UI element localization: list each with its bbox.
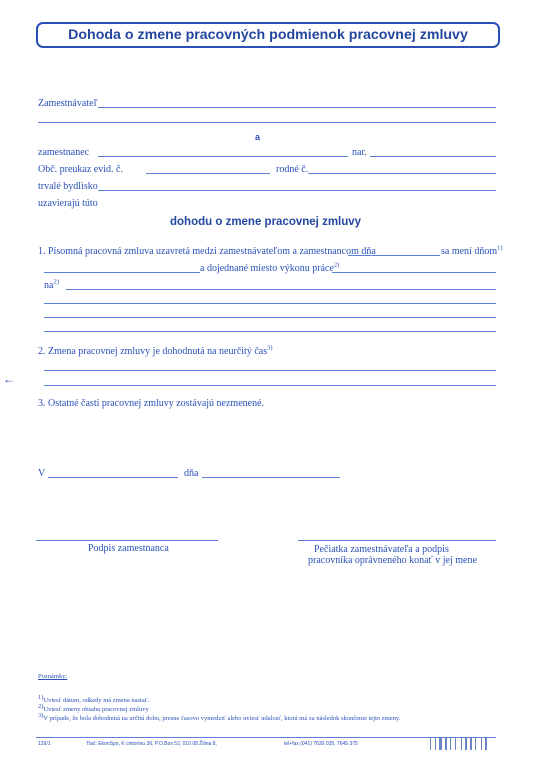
form-number: 129/1 [38,741,51,747]
clause1-changes-label: sa mení dňom$^{1)}$ [441,244,503,257]
clause1-line-4[interactable] [44,331,496,332]
employee-signature-line[interactable] [36,540,218,541]
and-label: a [255,132,261,142]
day-label: dňa [184,468,199,479]
footnote-1: 1)Uviesť dátum, odkedy má zmena nastať. [38,693,150,704]
clause1-line-3[interactable] [44,317,496,318]
phone-info: tel+fax (041) 7630 035, 7645 375 [284,741,358,747]
clause2-text: 2. Zmena pracovnej zmluvy je dohodnutá na neurčitý čas$^{3)}$ [38,344,273,357]
clause1-text: 1. Písomná pracovná zmluva uzavretá medzi zamestnávateľom a zamestnancom dňa [38,246,376,257]
conclude-label: uzavierajú túto [38,198,98,209]
employer-field-line[interactable] [98,107,496,108]
clause1-to-line[interactable] [66,289,496,290]
residence-label: trvalé bydlisko [38,181,98,192]
clause1-place-line[interactable] [332,272,496,273]
clause2-line-2[interactable] [44,385,496,386]
place-line[interactable] [48,477,178,478]
employer-field-line-2[interactable] [38,122,496,123]
printer-info: Tlač: EkonSpo, K cintorínu 36, P.O.Box 52, 010 08 Žilina 8, [86,741,217,747]
clause1-line-2[interactable] [44,303,496,304]
clause1-to-label: $na^{2)}$ [44,278,59,291]
footnote-3: 3)V prípade, že bola dohodnutá na určitú dobu, presne časovo vymedziť alebo uviesť udalosť, ktorá má za následok skončenie tejto zmeny. [38,711,401,722]
clause2-line-1[interactable] [44,370,496,371]
clause3-text: 3. Ostatné časti pracovnej zmluvy zostávajú nezmenené. [38,398,265,409]
margin-arrow-icon: ← [3,372,15,386]
birth-number-label: rodné č. [276,164,309,175]
birth-number-line[interactable] [308,173,496,174]
in-label: V [38,468,46,479]
id-card-label: Obč. preukaz evid. č. [38,164,123,175]
employer-label: Zamestnávateľ [38,98,98,109]
clause1-effective-line[interactable] [44,272,200,273]
born-label: nar. [352,147,367,158]
clause1-place-label: a dojednané miesto výkonu práce$^{2)}$ [200,261,340,274]
barcode-icon [430,738,496,750]
notes-label: Poznámky: [38,673,68,680]
footer-rule [36,737,496,738]
employee-signature-label: Podpis zamestnanca [88,543,169,554]
subtitle: dohodu o zmene pracovnej zmluvy [170,216,362,228]
clause1-date-line[interactable] [348,255,440,256]
employer-signature-label-2: pracovníka oprávneného konať v jej mene [308,555,477,566]
employer-signature-label-1: Pečiatka zamestnávateľa a podpis [314,544,449,555]
residence-line[interactable] [98,190,496,191]
born-date-line[interactable] [370,156,496,157]
id-card-line[interactable] [146,173,270,174]
footnote-2: 2)Uviesť zmeny obsahu pracovnej zmluvy [38,702,149,713]
date-line[interactable] [202,477,340,478]
form-title: Dohoda o zmene pracovných podmienok pracovnej zmluvy [36,22,500,48]
employer-signature-line[interactable] [298,540,496,541]
employee-name-line[interactable] [98,156,348,157]
employee-label: zamestnanec [38,147,90,158]
